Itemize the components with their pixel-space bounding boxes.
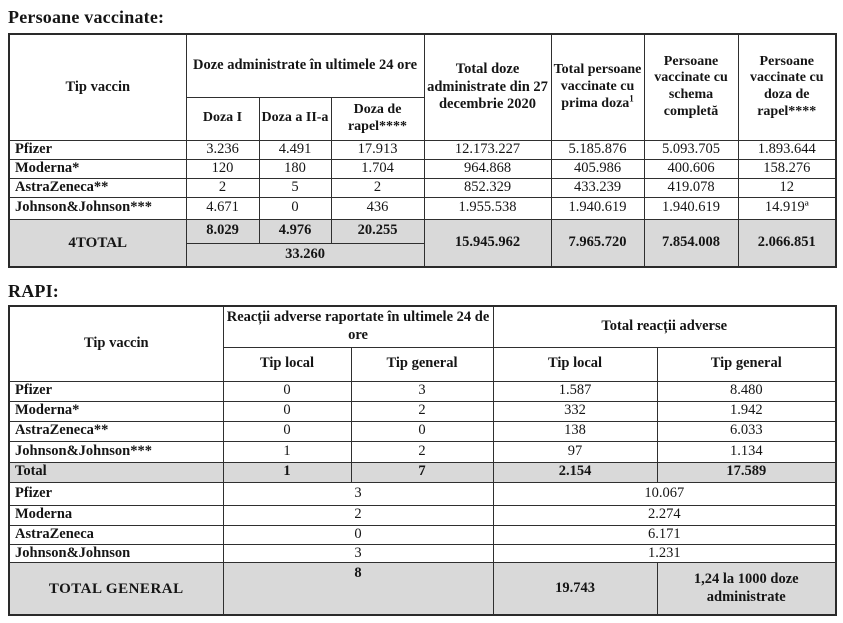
vaccine-name: Pfizer — [9, 482, 223, 505]
cell-general-total: 1.134 — [657, 441, 836, 462]
cell-total-schema-completa: 7.854.008 — [644, 219, 738, 267]
cell-total-rapel: 20.255 — [331, 219, 424, 243]
col-header-tip-vaccin: Tip vaccin — [9, 34, 186, 140]
cell-prima-doza: 433.239 — [551, 178, 644, 197]
cell-total-general-rate: 1,24 la 1000 doze administrate — [657, 562, 836, 615]
col-header-persoane-rapel: Persoane vaccinate cu doza de rapel**** — [738, 34, 836, 140]
rapi-table — [8, 305, 837, 616]
total-general-label: TOTAL GENERAL — [9, 562, 223, 615]
cell-general-24h: 0 — [351, 421, 493, 441]
footnote-marker-1: 1 — [629, 92, 634, 103]
col-header-reactii-24h-group: Reacții adverse raportate în ultimele 24 de ore — [223, 306, 493, 347]
cell-total-prima-doza: 7.965.720 — [551, 219, 644, 267]
vaccinated-table — [8, 33, 837, 268]
table-row — [9, 159, 836, 178]
cell-local-24h: 0 — [223, 421, 351, 441]
total-label: Total — [9, 462, 223, 482]
vaccine-name: AstraZeneca — [9, 525, 223, 544]
cell-local-total: 97 — [493, 441, 657, 462]
cell-rapel: 2 — [331, 178, 424, 197]
cell-doza-rapel: 14.919ª — [738, 197, 836, 219]
col-header-doza-1: Doza I — [186, 97, 259, 140]
cell-general-total: 6.033 — [657, 421, 836, 441]
cell-doza2: 0 — [259, 197, 331, 219]
cell-schema-completa: 419.078 — [644, 178, 738, 197]
cell-total-local-24h: 1 — [223, 462, 351, 482]
table-row — [9, 421, 836, 441]
cell-local-24h: 0 — [223, 381, 351, 401]
col-header-doza-2: Doza a II-a — [259, 97, 331, 140]
table-row — [9, 401, 836, 421]
cell-general-24h: 2 — [351, 441, 493, 462]
vaccine-name: AstraZeneca** — [9, 178, 186, 197]
cell-rapel: 1.704 — [331, 159, 424, 178]
cell-reactions-total: 1.231 — [493, 544, 836, 562]
col-header-schema-completa: Persoane vaccinate cu schema completă — [644, 34, 738, 140]
cell-local-24h: 1 — [223, 441, 351, 462]
cell-total-doze: 1.955.538 — [424, 197, 551, 219]
cell-total-general-24h: 8 — [223, 562, 493, 615]
cell-local-total: 1.587 — [493, 381, 657, 401]
table-row — [9, 197, 836, 219]
col-header-total-reactii-group: Total reacții adverse — [493, 306, 836, 347]
cell-prima-doza: 1.940.619 — [551, 197, 644, 219]
cell-doza-rapel: 12 — [738, 178, 836, 197]
cell-general-total: 1.942 — [657, 401, 836, 421]
col-header-doza-rapel: Doza de rapel**** — [331, 97, 424, 140]
cell-total-doza2: 4.976 — [259, 219, 331, 243]
cell-reactions-24h: 3 — [223, 482, 493, 505]
cell-total-total-doze: 15.945.962 — [424, 219, 551, 267]
table-row — [9, 140, 836, 159]
section-title-persoane-vaccinate: Persoane vaccinate: — [8, 7, 165, 27]
vaccine-name: Moderna — [9, 505, 223, 525]
cell-reactions-24h: 2 — [223, 505, 493, 525]
cell-total-doza1: 8.029 — [186, 219, 259, 243]
cell-rapel: 436 — [331, 197, 424, 219]
table-row — [9, 381, 836, 401]
cell-total-general-total: 17.589 — [657, 462, 836, 482]
cell-total-doze: 12.173.227 — [424, 140, 551, 159]
cell-general-24h: 3 — [351, 381, 493, 401]
cell-doza2: 5 — [259, 178, 331, 197]
cell-reactions-total: 6.171 — [493, 525, 836, 544]
cell-prima-doza: 5.185.876 — [551, 140, 644, 159]
cell-doza2: 4.491 — [259, 140, 331, 159]
cell-prima-doza: 405.986 — [551, 159, 644, 178]
cell-total-general-24h: 7 — [351, 462, 493, 482]
col-header-tip-local-total: Tip local — [493, 347, 657, 381]
cell-rapel: 17.913 — [331, 140, 424, 159]
cell-doza1: 2 — [186, 178, 259, 197]
cell-reactions-24h: 3 — [223, 544, 493, 562]
vaccine-name: Johnson&Johnson*** — [9, 441, 223, 462]
table-row — [9, 544, 836, 562]
vaccine-name: Johnson&Johnson — [9, 544, 223, 562]
col-header-total-prima-doza: Total persoane vaccinate cu prima doza$^1$ — [551, 34, 644, 140]
cell-general-total: 8.480 — [657, 381, 836, 401]
section-title-rapi: RAPI: — [8, 281, 59, 301]
cell-reactions-total: 2.274 — [493, 505, 836, 525]
cell-schema-completa: 400.606 — [644, 159, 738, 178]
cell-doza-rapel: 158.276 — [738, 159, 836, 178]
cell-doza1: 3.236 — [186, 140, 259, 159]
vaccine-name: AstraZeneca** — [9, 421, 223, 441]
vaccine-name: Moderna* — [9, 159, 186, 178]
table-row — [9, 441, 836, 462]
total-general-row — [9, 562, 836, 615]
cell-schema-completa: 1.940.619 — [644, 197, 738, 219]
cell-total-doza-rapel: 2.066.851 — [738, 219, 836, 267]
cell-doza2: 180 — [259, 159, 331, 178]
total-label: 4TOTAL — [9, 219, 186, 267]
table-row — [9, 482, 836, 505]
vaccine-name: Pfizer — [9, 381, 223, 401]
cell-doza1: 120 — [186, 159, 259, 178]
total-row — [9, 219, 836, 243]
col-header-tip-general-24h: Tip general — [351, 347, 493, 381]
vaccine-name: Moderna* — [9, 401, 223, 421]
col-header-tip-vaccin: Tip vaccin — [9, 306, 223, 381]
cell-local-24h: 0 — [223, 401, 351, 421]
table-row — [9, 178, 836, 197]
cell-doza-rapel: 1.893.644 — [738, 140, 836, 159]
col-header-doze-24h-group: Doze administrate în ultimele 24 ore — [186, 34, 424, 97]
cell-total-doze-24h-sum: 33.260 — [186, 243, 424, 267]
total-row — [9, 462, 836, 482]
col-header-tip-general-total: Tip general — [657, 347, 836, 381]
cell-reactions-total: 10.067 — [493, 482, 836, 505]
cell-total-local-total: 2.154 — [493, 462, 657, 482]
table-row — [9, 525, 836, 544]
col-header-tip-local-24h: Tip local — [223, 347, 351, 381]
cell-doza1: 4.671 — [186, 197, 259, 219]
cell-reactions-24h: 0 — [223, 525, 493, 544]
cell-schema-completa: 5.093.705 — [644, 140, 738, 159]
col-header-total-doze: Total doze administrate din 27 decembrie 2020 — [424, 34, 551, 140]
vaccine-name: Johnson&Johnson*** — [9, 197, 186, 219]
cell-local-total: 332 — [493, 401, 657, 421]
cell-total-doze: 964.868 — [424, 159, 551, 178]
cell-total-doze: 852.329 — [424, 178, 551, 197]
cell-general-24h: 2 — [351, 401, 493, 421]
cell-total-general-local: 19.743 — [493, 562, 657, 615]
table-row — [9, 505, 836, 525]
vaccine-name: Pfizer — [9, 140, 186, 159]
cell-local-total: 138 — [493, 421, 657, 441]
